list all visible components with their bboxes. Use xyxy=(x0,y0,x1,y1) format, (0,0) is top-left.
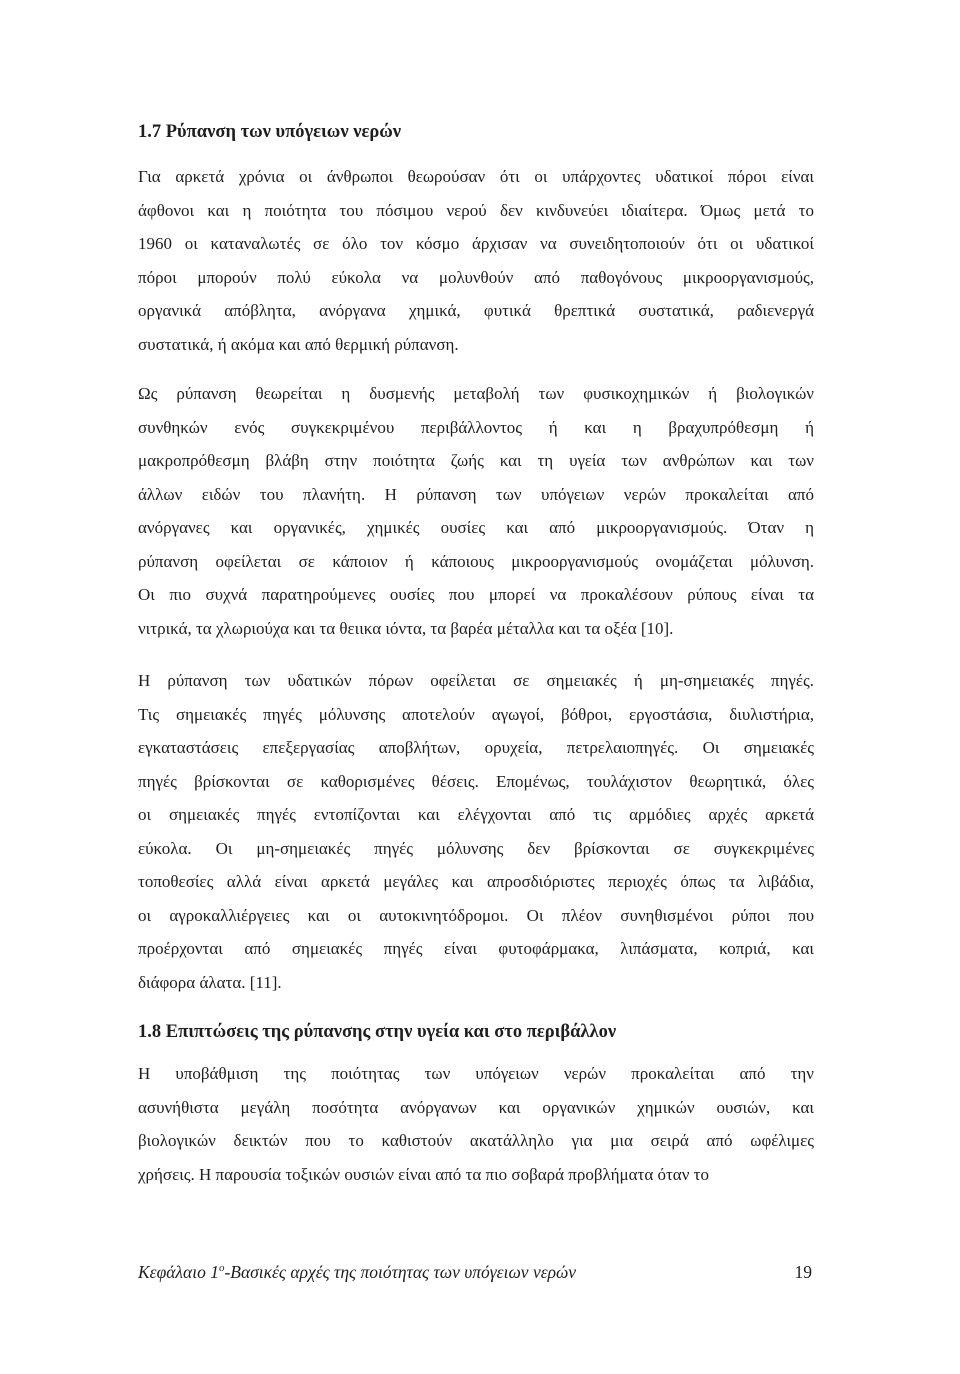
footer-title-superscript: ο xyxy=(218,1262,225,1275)
section-heading-1-7 xyxy=(138,119,818,145)
text-line: μακροπρόθεσμη βλάβη στην ποιότητα ζωής και τη υγεία των ανθρώπων και των xyxy=(138,451,814,470)
text-line: άλλων ειδών του πλανήτη. Η ρύπανση των υπόγειων νερών προκαλείται από xyxy=(138,484,814,504)
text-line: άφθονοι και η ποιότητα του πόσιμου νερού δεν κινδυνεύει ιδιαίτερα. Όμως μετά το xyxy=(138,200,814,220)
paragraph-2 xyxy=(138,377,814,645)
text-line: οργανικά απόβλητα, ανόργανα χημικά, φυτικά θρεπτικά συστατικά, ραδιενεργά xyxy=(138,301,814,320)
footer-chapter-title xyxy=(138,1262,576,1283)
text-line: ρύπανση οφείλεται σε κάποιον ή κάποιους μικροοργανισμούς ονομάζεται μόλυνση. xyxy=(138,551,814,571)
text-line: συνθηκών ενός συγκεκριμένου περιβάλλοντος ή και η βραχυπρόθεσμη ή xyxy=(138,417,814,437)
text-line: εγκαταστάσεις επεξεργασίας αποβλήτων, ορυχεία, πετρελαιοπηγές. Οι σημειακές xyxy=(138,738,814,757)
section-heading-1-8 xyxy=(138,1019,818,1045)
section-number: 1.7 xyxy=(138,122,162,142)
text-line: νιτρικά, τα χλωριούχα και τα θειικα ιόντα, τα βαρέα μέταλλα και τα οξέα [10]. xyxy=(138,618,674,638)
text-line: χρήσεις. Η παρουσία τοξικών ουσιών είναι από τα πιο σοβαρά προβλήματα όταν το xyxy=(138,1164,709,1184)
page-footer xyxy=(138,1262,814,1292)
text-line: Ως ρύπανση θεωρείται η δυσμενής μεταβολή των φυσικοχημικών ή βιολογικών xyxy=(138,384,814,403)
text-line: οι αγροκαλλιέργειες και οι αυτοκινητόδρομοι. Οι πλέον συνηθισμένοι ρύποι που xyxy=(138,905,814,925)
text-line: Για αρκετά χρόνια οι άνθρωποι θεωρούσαν ότι οι υπάρχοντες υδατικοί πόροι είναι xyxy=(138,167,814,186)
text-line: Η υποβάθμιση της ποιότητας των υπόγειων νερών προκαλείται από την xyxy=(138,1064,814,1083)
paragraph-1 xyxy=(138,160,814,361)
text-line: ανόργανες και οργανικές, χημικές ουσίες και από μικροοργανισμούς. Όταν η xyxy=(138,518,814,537)
text-line: ασυνήθιστα μεγάλη ποσότητα ανόργανων και οργανικών χημικών ουσιών, και xyxy=(138,1097,814,1117)
text-line: συστατικά, ή ακόμα και από θερμική ρύπανση. xyxy=(138,334,459,354)
text-line: οι σημειακές πηγές εντοπίζονται και ελέγχονται από τις αρμόδιες αρχές αρκετά xyxy=(138,805,814,824)
section-title: Ρύπανση των υπόγειων νερών xyxy=(165,122,402,142)
text-line: Τις σημειακές πηγές μόλυνσης αποτελούν αγωγοί, βόθροι, εργοστάσια, διυλιστήρια, xyxy=(138,704,814,724)
footer-title-rest: -Βασικές αρχές της ποιότητας των υπόγειων νερών xyxy=(224,1262,576,1282)
text-line: πηγές βρίσκονται σε καθορισμένες θέσεις. Επομένως, τουλάχιστον θεωρητικά, όλες xyxy=(138,771,814,791)
section-number: 1.8 xyxy=(138,1022,162,1042)
section-title: Επιπτώσεις της ρύπανσης στην υγεία και στο περιβάλλον xyxy=(165,1022,617,1042)
text-line: 1960 οι καταναλωτές σε όλο τον κόσμο άρχισαν να συνειδητοποιούν ότι οι υδατικοί xyxy=(138,234,814,253)
text-line: εύκολα. Οι μη-σημειακές πηγές μόλυνσης δεν βρίσκονται σε συγκεκριμένες xyxy=(138,838,814,858)
footer-title-prefix: Κεφάλαιο 1 xyxy=(138,1262,219,1282)
text-line: Η ρύπανση των υδατικών πόρων οφείλεται σε σημειακές ή μη-σημειακές πηγές. xyxy=(138,671,814,690)
text-line: βιολογικών δεικτών που το καθιστούν ακατάλληλο για μια σειρά από ωφέλιμες xyxy=(138,1131,814,1150)
text-line: πόροι μπορούν πολύ εύκολα να μολυνθούν από παθογόνους μικροοργανισμούς, xyxy=(138,267,814,287)
text-line: προέρχονται από σημειακές πηγές είναι φυτοφάρμακα, λιπάσματα, κοπριά, και xyxy=(138,939,814,958)
text-line: τοποθεσίες αλλά είναι αρκετά μεγάλες και απροσδιόριστες περιοχές όπως τα λιβάδια, xyxy=(138,872,814,891)
paragraph-4 xyxy=(138,1057,814,1191)
page-number: 19 xyxy=(794,1262,812,1282)
text-line: διάφορα άλατα. [11]. xyxy=(138,972,282,992)
paragraph-3 xyxy=(138,664,814,999)
text-line: Οι πιο συχνά παρατηρούμενες ουσίες που μπορεί να προκαλέσουν ρύπους είναι τα xyxy=(138,585,814,604)
